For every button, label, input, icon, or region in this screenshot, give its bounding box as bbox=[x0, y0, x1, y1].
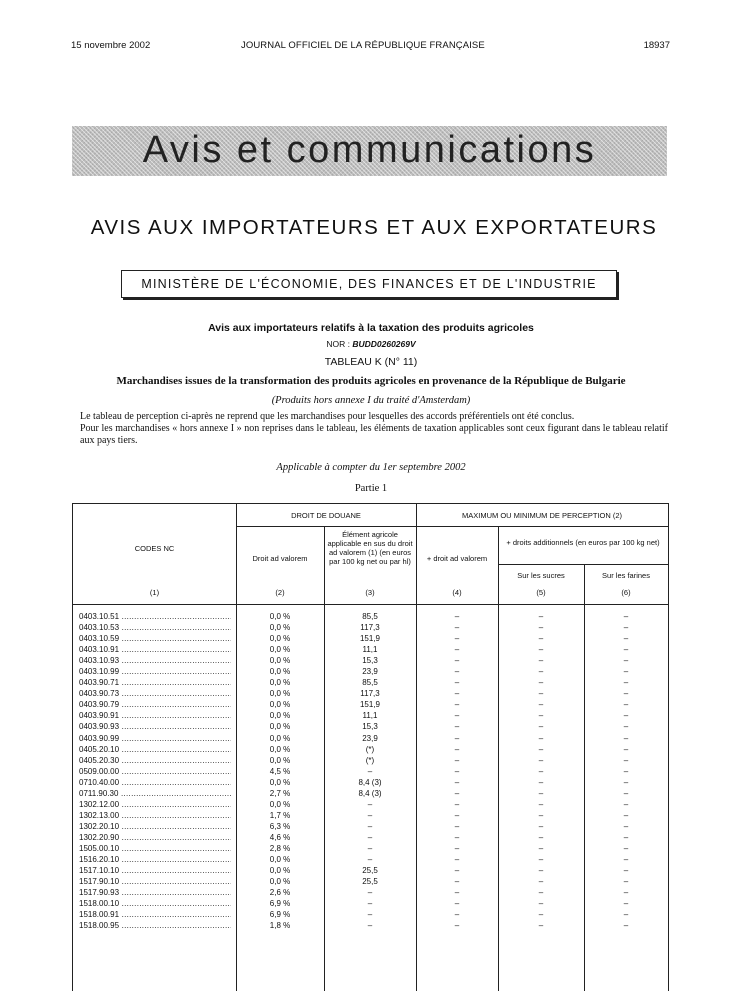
sur-sucres: – bbox=[538, 910, 544, 920]
paragraph-1: Le tableau de perception ci-après ne reprend que les marchandises pour lesquelles des accords préférentiels ont été conclus. bbox=[80, 411, 575, 422]
part-label: Partie 1 bbox=[354, 483, 388, 494]
sur-farines: – bbox=[623, 821, 629, 831]
sur-farines: – bbox=[623, 832, 629, 842]
plus-droit-ad-valorem: – bbox=[454, 744, 460, 754]
nc-code: 1302.20.90 ..... bbox=[79, 832, 231, 843]
col-number: (5) bbox=[536, 588, 546, 597]
table-row bbox=[73, 843, 668, 854]
header-plus-ad-valorem: + droit ad valorem bbox=[426, 554, 488, 563]
header-codes: CODES NC bbox=[134, 544, 175, 553]
element-agricole: – bbox=[367, 888, 373, 898]
nc-code: 1517.10.10 ..... bbox=[79, 865, 231, 876]
table-row bbox=[73, 788, 668, 799]
sur-sucres: – bbox=[538, 711, 544, 721]
table-row bbox=[73, 832, 668, 843]
droit-ad-valorem: 0,0 % bbox=[269, 678, 291, 688]
nc-code: 0405.20.10 ..... bbox=[79, 744, 231, 755]
droit-ad-valorem: 0,0 % bbox=[269, 667, 291, 677]
page-number: 18937 bbox=[643, 40, 670, 51]
droit-ad-valorem: 0,0 % bbox=[269, 612, 291, 621]
nc-code: 1518.00.10 ..... bbox=[79, 898, 231, 909]
plus-droit-ad-valorem: – bbox=[454, 612, 460, 621]
sur-sucres: – bbox=[538, 755, 544, 765]
droit-ad-valorem: 0,0 % bbox=[269, 656, 291, 666]
element-agricole: – bbox=[367, 899, 373, 909]
sur-sucres: – bbox=[538, 832, 544, 842]
nor-line bbox=[72, 339, 670, 349]
sur-farines: – bbox=[623, 877, 629, 887]
sur-farines: – bbox=[623, 733, 629, 743]
droit-ad-valorem: 0,0 % bbox=[269, 744, 291, 754]
plus-droit-ad-valorem: – bbox=[454, 799, 460, 809]
plus-droit-ad-valorem: – bbox=[454, 766, 460, 776]
table-row bbox=[73, 744, 668, 755]
nc-code: 0403.10.99 ..... bbox=[79, 666, 231, 677]
droit-ad-valorem: 4,5 % bbox=[269, 766, 291, 776]
sur-sucres: – bbox=[538, 788, 544, 798]
plus-droit-ad-valorem: – bbox=[454, 689, 460, 699]
plus-droit-ad-valorem: – bbox=[454, 866, 460, 876]
col-number: (2) bbox=[275, 588, 285, 597]
table-row bbox=[73, 821, 668, 832]
nc-code: 1302.13.00 ..... bbox=[79, 810, 231, 821]
element-agricole: – bbox=[367, 799, 373, 809]
element-agricole: (*) bbox=[365, 755, 375, 765]
nc-code: 0403.90.79 ..... bbox=[79, 699, 231, 710]
plus-droit-ad-valorem: – bbox=[454, 678, 460, 688]
droit-ad-valorem: 6,3 % bbox=[269, 821, 291, 831]
section-banner bbox=[72, 126, 667, 176]
table-row bbox=[73, 633, 668, 644]
nor-code: BUDD0260269V bbox=[352, 339, 416, 349]
droit-ad-valorem: 1,8 % bbox=[269, 921, 291, 931]
droit-ad-valorem: 2,6 % bbox=[269, 888, 291, 898]
table-row bbox=[73, 799, 668, 810]
element-agricole: 11,1 bbox=[362, 711, 378, 721]
droit-ad-valorem: 0,0 % bbox=[269, 755, 291, 765]
sur-sucres: – bbox=[538, 744, 544, 754]
plus-droit-ad-valorem: – bbox=[454, 888, 460, 898]
nc-code: 1518.00.91 ..... bbox=[79, 909, 231, 920]
sur-farines: – bbox=[623, 921, 629, 931]
sur-sucres: – bbox=[538, 810, 544, 820]
nc-code: 0403.90.99 ..... bbox=[79, 733, 231, 744]
sur-farines: – bbox=[623, 855, 629, 865]
plus-droit-ad-valorem: – bbox=[454, 645, 460, 655]
issue-date: 15 novembre 2002 bbox=[71, 40, 151, 51]
nc-code: 1518.00.95 ..... bbox=[79, 920, 231, 931]
table-row bbox=[73, 887, 668, 898]
sur-sucres: – bbox=[538, 899, 544, 909]
droit-ad-valorem: 0,0 % bbox=[269, 722, 291, 732]
sur-farines: – bbox=[623, 612, 629, 621]
nc-code: 0403.90.73 ..... bbox=[79, 688, 231, 699]
sur-farines: – bbox=[623, 711, 629, 721]
running-header bbox=[71, 40, 670, 54]
droit-ad-valorem: 0,0 % bbox=[269, 877, 291, 887]
applicable-date: Applicable à compter du 1er septembre 2002 bbox=[276, 462, 466, 473]
nc-code: 0403.90.91 ..... bbox=[79, 710, 231, 721]
plus-droit-ad-valorem: – bbox=[454, 921, 460, 931]
droit-ad-valorem: 2,7 % bbox=[269, 788, 291, 798]
sur-farines: – bbox=[623, 888, 629, 898]
nor-label: NOR : bbox=[326, 339, 353, 349]
droit-ad-valorem: 0,0 % bbox=[269, 711, 291, 721]
plus-droit-ad-valorem: – bbox=[454, 788, 460, 798]
sur-farines: – bbox=[623, 755, 629, 765]
element-agricole: – bbox=[367, 855, 373, 865]
element-agricole: 8,4 (3) bbox=[358, 788, 382, 798]
element-agricole: 85,5 bbox=[362, 612, 378, 621]
plus-droit-ad-valorem: – bbox=[454, 777, 460, 787]
droit-ad-valorem: 2,8 % bbox=[269, 843, 291, 853]
sur-sucres: – bbox=[538, 645, 544, 655]
element-agricole: 85,5 bbox=[362, 678, 378, 688]
sur-sucres: – bbox=[538, 733, 544, 743]
sur-farines: – bbox=[623, 810, 629, 820]
banner-title: Avis et communications bbox=[142, 129, 597, 171]
droit-ad-valorem: 0,0 % bbox=[269, 733, 291, 743]
notice-subject: Marchandises issues de la transformation des produits agricoles en provenance de la République de Bulgarie bbox=[116, 375, 626, 387]
nc-code: 1517.90.93 ..... bbox=[79, 887, 231, 898]
table-row bbox=[73, 733, 668, 744]
plus-droit-ad-valorem: – bbox=[454, 733, 460, 743]
col-number: (4) bbox=[452, 588, 462, 597]
plus-droit-ad-valorem: – bbox=[454, 711, 460, 721]
sur-sucres: – bbox=[538, 888, 544, 898]
sur-farines: – bbox=[623, 744, 629, 754]
table-row bbox=[73, 876, 668, 887]
sur-farines: – bbox=[623, 788, 629, 798]
element-agricole: – bbox=[367, 810, 373, 820]
table-row bbox=[73, 865, 668, 876]
table-row bbox=[73, 677, 668, 688]
header-sur-sucres: Sur les sucres bbox=[517, 571, 565, 580]
section-title: AVIS AUX IMPORTATEURS ET AUX EXPORTATEURS bbox=[90, 216, 658, 239]
header-droits-additionnels: + droits additionnels (en euros par 100 kg net) bbox=[506, 538, 660, 547]
table-row bbox=[73, 611, 668, 622]
row-divider bbox=[73, 604, 668, 605]
sur-farines: – bbox=[623, 899, 629, 909]
sur-farines: – bbox=[623, 700, 629, 710]
element-agricole: 15,3 bbox=[362, 656, 378, 666]
nc-code: 1302.12.00 ..... bbox=[79, 799, 231, 810]
element-agricole: 151,9 bbox=[359, 634, 381, 644]
element-agricole: 23,9 bbox=[362, 733, 378, 743]
plus-droit-ad-valorem: – bbox=[454, 755, 460, 765]
sur-farines: – bbox=[623, 777, 629, 787]
element-agricole: 151,9 bbox=[359, 700, 381, 710]
nc-code: 0403.10.93 ..... bbox=[79, 655, 231, 666]
droit-ad-valorem: 0,0 % bbox=[269, 689, 291, 699]
sur-sucres: – bbox=[538, 656, 544, 666]
sur-sucres: – bbox=[538, 722, 544, 732]
nc-code: 0710.40.00 ..... bbox=[79, 777, 231, 788]
header-ad-valorem: Droit ad valorem bbox=[252, 554, 308, 563]
sur-farines: – bbox=[623, 766, 629, 776]
ministry-box: MINISTÈRE DE L'ÉCONOMIE, DES FINANCES ET DE L'INDUSTRIE bbox=[121, 270, 617, 298]
table-row bbox=[73, 777, 668, 788]
sur-sucres: – bbox=[538, 777, 544, 787]
table-row bbox=[73, 655, 668, 666]
droit-ad-valorem: 1,7 % bbox=[269, 810, 291, 820]
plus-droit-ad-valorem: – bbox=[454, 623, 460, 633]
table-row bbox=[73, 699, 668, 710]
table-row bbox=[73, 721, 668, 732]
table-row bbox=[73, 854, 668, 865]
plus-droit-ad-valorem: – bbox=[454, 855, 460, 865]
element-agricole: – bbox=[367, 821, 373, 831]
droit-ad-valorem: 0,0 % bbox=[269, 634, 291, 644]
sur-sucres: – bbox=[538, 612, 544, 621]
sur-sucres: – bbox=[538, 689, 544, 699]
plus-droit-ad-valorem: – bbox=[454, 667, 460, 677]
droit-ad-valorem: 6,9 % bbox=[269, 910, 291, 920]
sur-sucres: – bbox=[538, 821, 544, 831]
table-row bbox=[73, 755, 668, 766]
element-agricole: 25,5 bbox=[362, 866, 378, 876]
nc-code: 0403.10.59 ..... bbox=[79, 633, 231, 644]
element-agricole: – bbox=[367, 843, 373, 853]
sur-farines: – bbox=[623, 689, 629, 699]
sur-farines: – bbox=[623, 656, 629, 666]
sur-farines: – bbox=[623, 678, 629, 688]
droit-ad-valorem: 0,0 % bbox=[269, 700, 291, 710]
sur-sucres: – bbox=[538, 678, 544, 688]
notice-scope: (Produits hors annexe I du traité d'Amsterdam) bbox=[271, 395, 471, 406]
sur-farines: – bbox=[623, 645, 629, 655]
sur-farines: – bbox=[623, 910, 629, 920]
tariff-table bbox=[72, 503, 669, 991]
table-row bbox=[73, 666, 668, 677]
element-agricole: – bbox=[367, 921, 373, 931]
sur-farines: – bbox=[623, 623, 629, 633]
element-agricole: 23,9 bbox=[362, 667, 378, 677]
plus-droit-ad-valorem: – bbox=[454, 899, 460, 909]
element-agricole: 117,3 bbox=[360, 689, 380, 699]
element-agricole: 117,3 bbox=[360, 623, 380, 633]
sur-farines: – bbox=[623, 722, 629, 732]
sur-farines: – bbox=[623, 866, 629, 876]
sur-sucres: – bbox=[538, 766, 544, 776]
sur-farines: – bbox=[623, 799, 629, 809]
sur-sucres: – bbox=[538, 866, 544, 876]
table-row bbox=[73, 710, 668, 721]
droit-ad-valorem: 0,0 % bbox=[269, 855, 291, 865]
table-label: TABLEAU K (N° 11) bbox=[324, 356, 418, 368]
plus-droit-ad-valorem: – bbox=[454, 634, 460, 644]
plus-droit-ad-valorem: – bbox=[454, 821, 460, 831]
table-row bbox=[73, 909, 668, 920]
element-agricole: 11,1 bbox=[362, 645, 378, 655]
element-agricole: (*) bbox=[365, 744, 375, 754]
sur-sucres: – bbox=[538, 855, 544, 865]
nc-code: 0403.10.51 ..... bbox=[79, 611, 231, 622]
plus-droit-ad-valorem: – bbox=[454, 832, 460, 842]
row-divider bbox=[236, 526, 668, 527]
table-body bbox=[73, 611, 668, 931]
sur-sucres: – bbox=[538, 799, 544, 809]
header-element-agricole: Élément agricole applicable en sus du droit ad valorem (1) (en euros par 100 kg net ou par hl) bbox=[327, 530, 413, 566]
nc-code: 0405.20.30 ..... bbox=[79, 755, 231, 766]
notice-title: Avis aux importateurs relatifs à la taxation des produits agricoles bbox=[208, 322, 534, 334]
sur-sucres: – bbox=[538, 634, 544, 644]
sur-sucres: – bbox=[538, 921, 544, 931]
col-number: (6) bbox=[621, 588, 631, 597]
nc-code: 0509.00.00 ..... bbox=[79, 766, 231, 777]
element-agricole: 15,3 bbox=[362, 722, 378, 732]
sur-sucres: – bbox=[538, 623, 544, 633]
sur-sucres: – bbox=[538, 667, 544, 677]
plus-droit-ad-valorem: – bbox=[454, 843, 460, 853]
droit-ad-valorem: 0,0 % bbox=[269, 799, 291, 809]
table-row bbox=[73, 766, 668, 777]
nc-code: 0711.90.30 ..... bbox=[79, 788, 231, 799]
element-agricole: 8,4 (3) bbox=[358, 777, 382, 787]
element-agricole: – bbox=[367, 766, 373, 776]
droit-ad-valorem: 4,6 % bbox=[269, 832, 291, 842]
droit-ad-valorem: 0,0 % bbox=[269, 645, 291, 655]
table-row bbox=[73, 644, 668, 655]
element-agricole: 25,5 bbox=[362, 877, 378, 887]
element-agricole: – bbox=[367, 832, 373, 842]
droit-ad-valorem: 0,0 % bbox=[269, 866, 291, 876]
col-number: (3) bbox=[365, 588, 375, 597]
table-row bbox=[73, 898, 668, 909]
plus-droit-ad-valorem: – bbox=[454, 722, 460, 732]
plus-droit-ad-valorem: – bbox=[454, 910, 460, 920]
journal-title: JOURNAL OFFICIEL DE LA RÉPUBLIQUE FRANÇAISE bbox=[241, 40, 485, 51]
sur-farines: – bbox=[623, 667, 629, 677]
header-droit-douane: DROIT DE DOUANE bbox=[291, 511, 361, 520]
sur-farines: – bbox=[623, 634, 629, 644]
droit-ad-valorem: 0,0 % bbox=[269, 777, 291, 787]
nc-code: 0403.90.71 ..... bbox=[79, 677, 231, 688]
table-row bbox=[73, 688, 668, 699]
nc-code: 1302.20.10 ..... bbox=[79, 821, 231, 832]
sur-farines: – bbox=[623, 843, 629, 853]
plus-droit-ad-valorem: – bbox=[454, 810, 460, 820]
plus-droit-ad-valorem: – bbox=[454, 700, 460, 710]
nc-code: 0403.10.91 ..... bbox=[79, 644, 231, 655]
plus-droit-ad-valorem: – bbox=[454, 656, 460, 666]
paragraph-2: Pour les marchandises « hors annexe I » non reprises dans le tableau, les éléments de taxation applicables sont ceux figurant dans le tableau relatif aux pays tiers. bbox=[80, 423, 668, 446]
nc-code: 0403.10.53 ..... bbox=[79, 622, 231, 633]
table-row bbox=[73, 622, 668, 633]
nc-code: 1517.90.10 ..... bbox=[79, 876, 231, 887]
nc-code: 0403.90.93 ..... bbox=[79, 721, 231, 732]
header-sur-farines: Sur les farines bbox=[602, 571, 650, 580]
sur-sucres: – bbox=[538, 843, 544, 853]
nc-code: 1516.20.10 ..... bbox=[79, 854, 231, 865]
row-divider bbox=[498, 564, 668, 565]
col-number: (1) bbox=[149, 588, 160, 597]
droit-ad-valorem: 0,0 % bbox=[269, 623, 291, 633]
table-row bbox=[73, 810, 668, 821]
element-agricole: – bbox=[367, 910, 373, 920]
nc-code: 1505.00.10 ..... bbox=[79, 843, 231, 854]
sur-sucres: – bbox=[538, 700, 544, 710]
table-row bbox=[73, 920, 668, 931]
sur-sucres: – bbox=[538, 877, 544, 887]
droit-ad-valorem: 6,9 % bbox=[269, 899, 291, 909]
header-max-min: MAXIMUM OU MINIMUM DE PERCEPTION (2) bbox=[461, 511, 622, 520]
plus-droit-ad-valorem: – bbox=[454, 877, 460, 887]
